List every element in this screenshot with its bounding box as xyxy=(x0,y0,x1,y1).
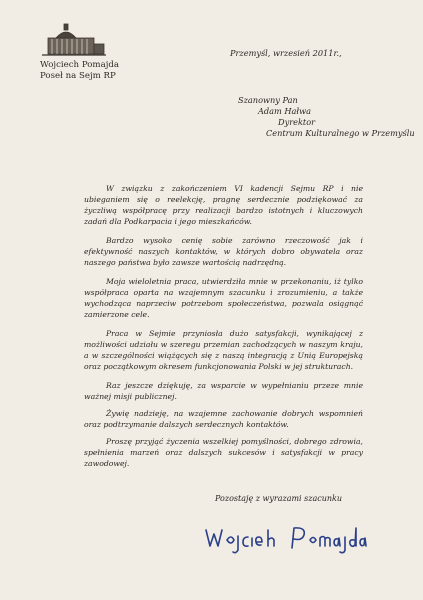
date-line: Przemyśl, wrzesień 2011r., xyxy=(230,48,342,58)
sender-title: Poseł na Sejm RP xyxy=(40,71,116,81)
letter-body xyxy=(84,183,363,477)
addressee-salutation: Szanowny Pan xyxy=(238,95,298,105)
addressee-institution: Centrum Kulturalnego w Przemyślu xyxy=(266,128,415,138)
paragraph: Bardzo wysoko cenię sobie zarówno rzeczowość jak i efektywność naszych kontaktów, w których dobro obywatela oraz naszego państwa było zawsze wartością nadrzędną. xyxy=(84,236,363,267)
sejm-building-icon xyxy=(38,20,108,60)
paragraph: Żywię nadzieję, na wzajemne zachowanie dobrych wspomnień oraz podtrzymanie dalszych serdecznych kontaktów. xyxy=(84,409,363,429)
sender-name: Wojciech Pomajda xyxy=(40,60,119,70)
handwritten-signature xyxy=(200,520,375,556)
paragraph: Proszę przyjąć życzenia wszelkiej pomyślności, dobrego zdrowia, spełnienia marzeń oraz dalszych sukcesów i satysfakcji w pracy zawodowej. xyxy=(84,437,363,468)
sender-block xyxy=(40,60,119,82)
paragraph: W związku z zakończeniem VI kadencji Sejmu RP i nie ubieganiem się o reelekcję, pragnę serdecznie podziękować za życzliwą współpracę przy realizacji bardzo istotnych i kluczowych zadań dla Podkarpacia i jego mieszkańców. xyxy=(84,184,363,226)
addressee-block xyxy=(238,95,415,139)
paragraph: Moja wieloletnia praca, utwierdziła mnie w przekonaniu, iż tylko współpraca oparta na wzajemnym szacunku i zrozumieniu, a także wychodząca naprzeciw potrzebom społeczeństwa, pozwala osiągnąć zamierzone cele. xyxy=(84,277,363,319)
closing-line: Pozostaję z wyrazami szacunku xyxy=(215,494,343,503)
addressee-position: Dyrektor xyxy=(278,117,316,127)
paragraph: Raz jeszcze dziękuję, za wsparcie w wypełnianiu przeze mnie ważnej misji publicznej. xyxy=(84,381,363,401)
paragraph: Praca w Sejmie przyniosła dużo satysfakcji, wynikającej z możliwości udziału w szeregu przemian zachodzących w naszym kraju, a w szczególności wiążących się z naszą integracją z Unią Europejską oraz początkowym okresem funkcjonowania Polski w jej strukturach. xyxy=(84,329,363,371)
addressee-name: Adam Hałwa xyxy=(258,106,311,116)
